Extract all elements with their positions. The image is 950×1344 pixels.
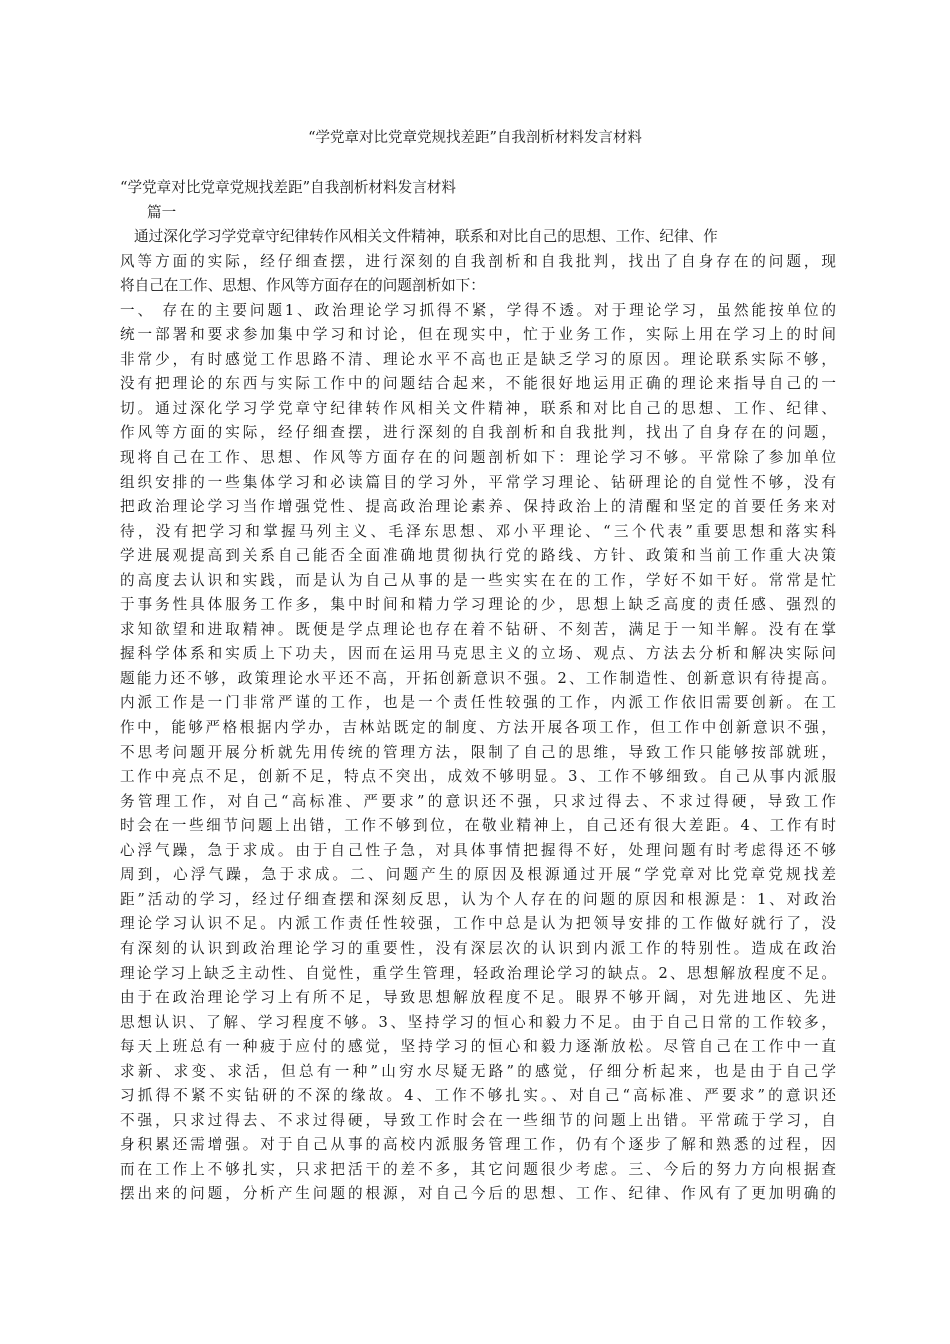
- text-line: 距”活动的学习，经过仔细查摆和深刻反思，认为个人存在的问题的原因和根源是：1、对政治: [120, 890, 836, 908]
- text-line: 而在工作上不够扎实，只求把活干的差不多，其它问题很少考虑。三、今后的努力方向根据查: [120, 1160, 836, 1178]
- text-line: 组织安排的一些集体学习和必读篇目的学习外，平常学习理论、钻研理论的自觉性不够，没有: [120, 473, 836, 491]
- text-line: “学党章对比党章党规找差距”自我剖析材料发言材料: [120, 179, 456, 196]
- text-line: 不思考问题开展分析就先用传统的管理方法，限制了自己的思维，导致工作只能够按部就班，: [120, 743, 836, 761]
- text-line: 题能力还不够，政策理论水平还不高，开拓创新意识不强。2、工作制造性、创新意识有待提高。: [120, 669, 836, 687]
- text-line: 理论学习上缺乏主动性、自觉性，重学生管理，轻政治理论学习的缺点。2、思想解放程度不足。: [120, 964, 836, 982]
- document-body: [120, 176, 836, 1207]
- text-line: 作风等方面的实际，经仔细查摆，进行深刻的自我剖析和自我批判，找出了自身存在的问题，: [120, 424, 836, 442]
- text-line: 有深刻的认识到政治理论学习的重要性，没有深层次的认识到内派工作的特别性。造成在政治: [120, 939, 836, 957]
- text-line: 篇一: [147, 203, 177, 221]
- text-line: 学进展观提高到关系自己能否全面准确地贯彻执行党的路线、方针、政策和当前工作重大决策: [120, 547, 836, 565]
- text-line: 通过深化学习学党章守纪律转作风相关文件精神，联系和对比自己的思想、工作、纪律、作: [134, 228, 718, 246]
- text-line: 由于在政治理论学习上有所不足，导致思想解放程度不足。眼界不够开阔，对先进地区、先进: [120, 989, 836, 1007]
- text-line: 工作中亮点不足，创新不足，特点不突出，成效不够明显。3、工作不够细致。自己从事内派服: [120, 768, 836, 786]
- text-line: 于事务性具体服务工作多，集中时间和精力学习理论的少，思想上缺乏高度的责任感、强烈的: [120, 596, 836, 614]
- text-line: 风等方面的实际，经仔细查摆，进行深刻的自我剖析和自我批判，找出了自身存在的问题，现: [120, 252, 836, 270]
- text-line: 周到，心浮气躁，急于求成。二、问题产生的原因及根源通过开展“学党章对比党章党规找差: [120, 866, 836, 884]
- text-line: 统一部署和要求参加集中学习和讨论，但在现实中，忙于业务工作，实际上用在学习上的时间: [120, 326, 836, 344]
- text-line: 待，没有把学习和掌握马列主义、毛泽东思想、邓小平理论、“三个代表”重要思想和落实科: [120, 522, 836, 540]
- text-line: 内派工作是一门非常严谨的工作，也是一个责任性较强的工作，内派工作依旧需要创新。在工: [120, 694, 836, 712]
- text-line: 每天上班总有一种疲于应付的感觉，坚持学习的恒心和毅力逐渐放松。尽管自己在工作中一直: [120, 1038, 836, 1056]
- text-line: 把政治理论学习当作增强党性、提高政治理论素养、保持政治上的清醒和坚定的首要任务来对: [120, 498, 836, 516]
- text-line: 非常少，有时感觉工作思路不清、理论水平不高也正是缺乏学习的原因。理论联系实际不够，: [120, 350, 836, 368]
- text-line: 将自己在工作、思想、作风等方面存在的问题剖析如下：: [120, 277, 485, 295]
- text-line: 心浮气躁，急于求成。由于自己性子急，对具体事情把握得不好，处理问题有时考虑得还不够: [120, 841, 836, 859]
- text-line: 求新、求变、求活，但总有一种”山穷水尽疑无路”的感觉，仔细分析起来，也是由于自己学: [120, 1062, 836, 1080]
- text-line: 一、 存在的主要问题1、政治理论学习抓得不紧，学得不透。对于理论学习，虽然能按单位的: [120, 301, 836, 319]
- text-line: 时会在一些细节问题上出错，工作不够到位，在敬业精神上，自己还有很大差距。4、工作有时: [120, 817, 836, 835]
- text-line: 习抓得不紧不实钻研的不深的缘故。4、工作不够扎实。、对自己“高标准、严要求”的意识还: [120, 1087, 836, 1105]
- text-line: 身积累还需增强。对于自己从事的高校内派服务管理工作，仍有个逐步了解和熟悉的过程，因: [120, 1136, 836, 1154]
- document-title: “学党章对比党章党规找差距”自我剖析材料发言材料: [308, 130, 642, 146]
- text-line: 求知欲望和进取精神。既便是学点理论也存在着不钻研、不刻苦，满足于一知半解。没有在掌: [120, 620, 836, 638]
- text-line: 不强，只求过得去、不求过得硬，导致工作时会在一些细节的问题上出错。平常疏于学习，自: [120, 1111, 836, 1129]
- text-line: 摆出来的问题，分析产生问题的根源，对自己今后的思想、工作、纪律、作风有了更加明确的: [120, 1185, 836, 1203]
- text-line: 务管理工作，对自己“高标准、严要求”的意识还不强，只求过得去、不求过得硬，导致工作: [120, 792, 836, 810]
- text-line: 的高度去认识和实践，而是认为自己从事的是一些实实在在的工作，学好不如干好。常常是忙: [120, 571, 836, 589]
- text-line: 思想认识、了解、学习程度不够。3、坚持学习的恒心和毅力不足。由于自己日常的工作较多，: [120, 1013, 836, 1031]
- text-line: 现将自己在工作、思想、作风等方面存在的问题剖析如下：理论学习不够。平常除了参加单位: [120, 449, 836, 467]
- text-line: 没有把理论的东西与实际工作中的问题结合起来，不能很好地运用正确的理论来指导自己的一: [120, 375, 836, 393]
- text-line: 作中，能够严格根据内学办，吉林站既定的制度、方法开展各项工作，但工作中创新意识不强，: [120, 719, 836, 737]
- text-line: 切。通过深化学习学党章守纪律转作风相关文件精神，联系和对比自己的思想、工作、纪律、: [120, 399, 836, 417]
- text-line: 理论学习认识不足。内派工作责任性较强，工作中总是认为把领导安排的工作做好就行了，没: [120, 915, 836, 933]
- text-line: 握科学体系和实质上下功夫，因而在运用马克思主义的立场、观点、方法去分析和解决实际问: [120, 645, 836, 663]
